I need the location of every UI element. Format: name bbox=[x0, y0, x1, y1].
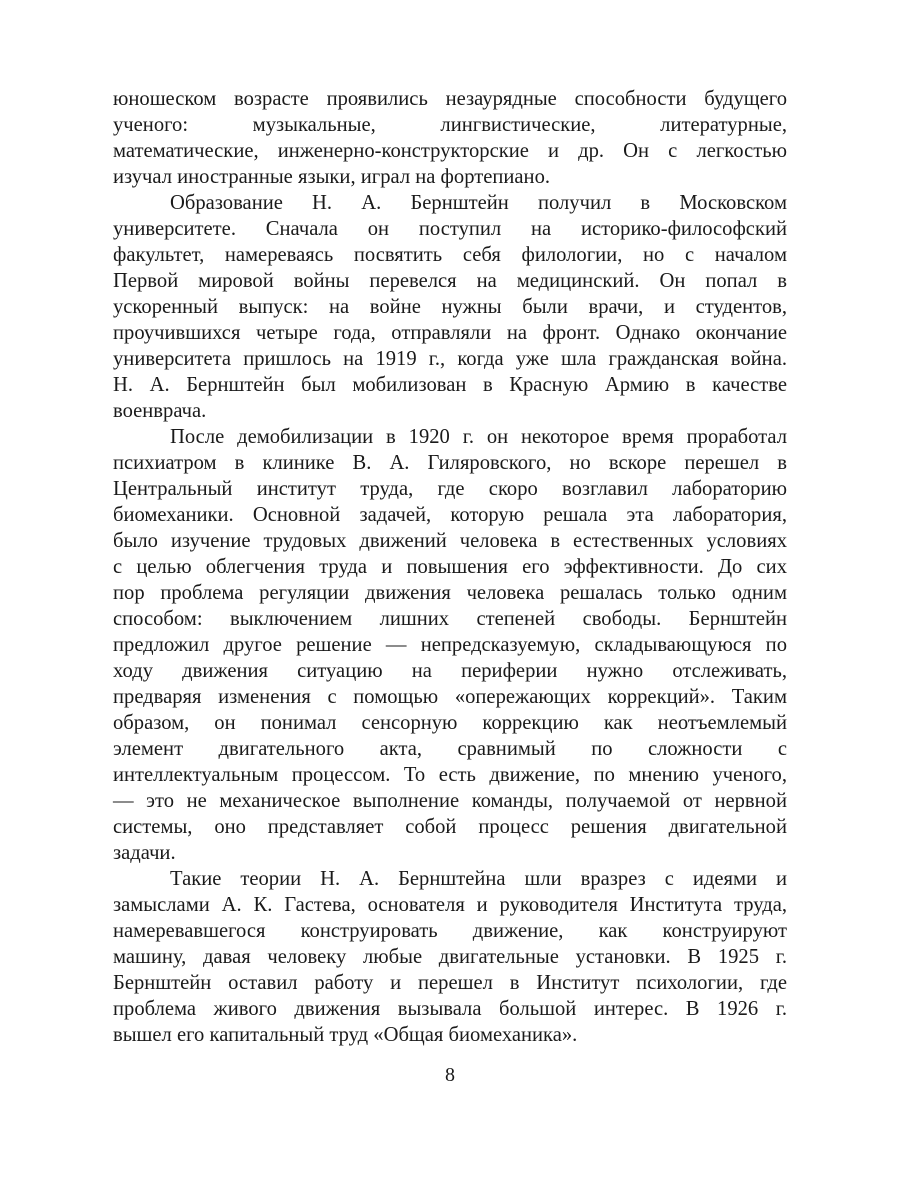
text-body bbox=[113, 86, 787, 1048]
text-line: элемент двигательного акта, сравнимый по сложности с bbox=[113, 738, 787, 760]
text-line: изучал иностранные языки, играл на фортепиано. bbox=[113, 166, 551, 188]
text-line: ускоренный выпуск: на войне нужны были врачи, и студентов, bbox=[113, 296, 787, 318]
text-line: системы, оно представляет собой процесс решения двигательной bbox=[113, 816, 787, 838]
text-line: вышел его капитальный труд «Общая биомеханика». bbox=[113, 1024, 578, 1046]
text-line: Центральный институт труда, где скоро возглавил лабораторию bbox=[113, 478, 787, 500]
text-line: военврача. bbox=[113, 400, 207, 422]
text-line: Образование Н. А. Бернштейн получил в Московском bbox=[170, 192, 787, 214]
paragraph-1 bbox=[113, 86, 787, 190]
text-line: намеревавшегося конструировать движение, как конструируют bbox=[113, 920, 787, 942]
text-line: — это не механическое выполнение команды, получаемой от нервной bbox=[113, 790, 787, 812]
text-line: университета пришлось на 1919 г., когда уже шла гражданская война. bbox=[113, 348, 787, 370]
text-line: замыслами А. К. Гастева, основателя и руководителя Института труда, bbox=[113, 894, 787, 916]
text-line: психиатром в клинике В. А. Гиляровского, но вскоре перешел в bbox=[113, 452, 787, 474]
text-line: университете. Сначала он поступил на историко-философский bbox=[113, 218, 787, 240]
text-line: образом, он понимал сенсорную коррекцию как неотъемлемый bbox=[113, 712, 787, 734]
text-line: математические, инженерно-конструкторские и др. Он с легкостью bbox=[113, 140, 787, 162]
text-line: Бернштейн оставил работу и перешел в Институт психологии, где bbox=[113, 972, 787, 994]
text-line: предложил другое решение — непредсказуемую, складывающуюся по bbox=[113, 634, 787, 656]
paragraph-2 bbox=[113, 190, 787, 424]
text-line: проблема живого движения вызывала большой интерес. В 1926 г. bbox=[113, 998, 787, 1020]
text-line: факультет, намереваясь посвятить себя филологии, но с началом bbox=[113, 244, 787, 266]
text-line: машину, давая человеку любые двигательные установки. В 1925 г. bbox=[113, 946, 787, 968]
text-line: предваряя изменения с помощью «опережающих коррекций». Таким bbox=[113, 686, 787, 708]
text-line: ходу движения ситуацию на периферии нужно отслеживать, bbox=[113, 660, 787, 682]
text-line: пор проблема регуляции движения человека решалась только одним bbox=[113, 582, 787, 604]
text-line: После демобилизации в 1920 г. он некоторое время проработал bbox=[170, 426, 787, 448]
paragraph-3 bbox=[113, 424, 787, 866]
page-number: 8 bbox=[445, 1064, 455, 1086]
text-line: задачи. bbox=[113, 842, 176, 864]
text-line: проучившихся четыре года, отправляли на фронт. Однако окончание bbox=[113, 322, 787, 344]
paragraph-4 bbox=[113, 866, 787, 1048]
text-line: Такие теории Н. А. Бернштейна шли вразрез с идеями и bbox=[170, 868, 787, 890]
text-line: Н. А. Бернштейн был мобилизован в Красную Армию в качестве bbox=[113, 374, 787, 396]
text-line: биомеханики. Основной задачей, которую решала эта лаборатория, bbox=[113, 504, 787, 526]
text-line: с целью облегчения труда и повышения его эффективности. До сих bbox=[113, 556, 787, 578]
text-line: ученого: музыкальные, лингвистические, литературные, bbox=[113, 114, 787, 136]
text-line: было изучение трудовых движений человека в естественных условиях bbox=[113, 530, 787, 552]
text-line: интеллектуальным процессом. То есть движение, по мнению ученого, bbox=[113, 764, 787, 786]
text-line: юношеском возрасте проявились незаурядные способности будущего bbox=[113, 88, 787, 110]
text-line: способом: выключением лишних степеней свободы. Бернштейн bbox=[113, 608, 787, 630]
text-line: Первой мировой войны перевелся на медицинский. Он попал в bbox=[113, 270, 787, 292]
